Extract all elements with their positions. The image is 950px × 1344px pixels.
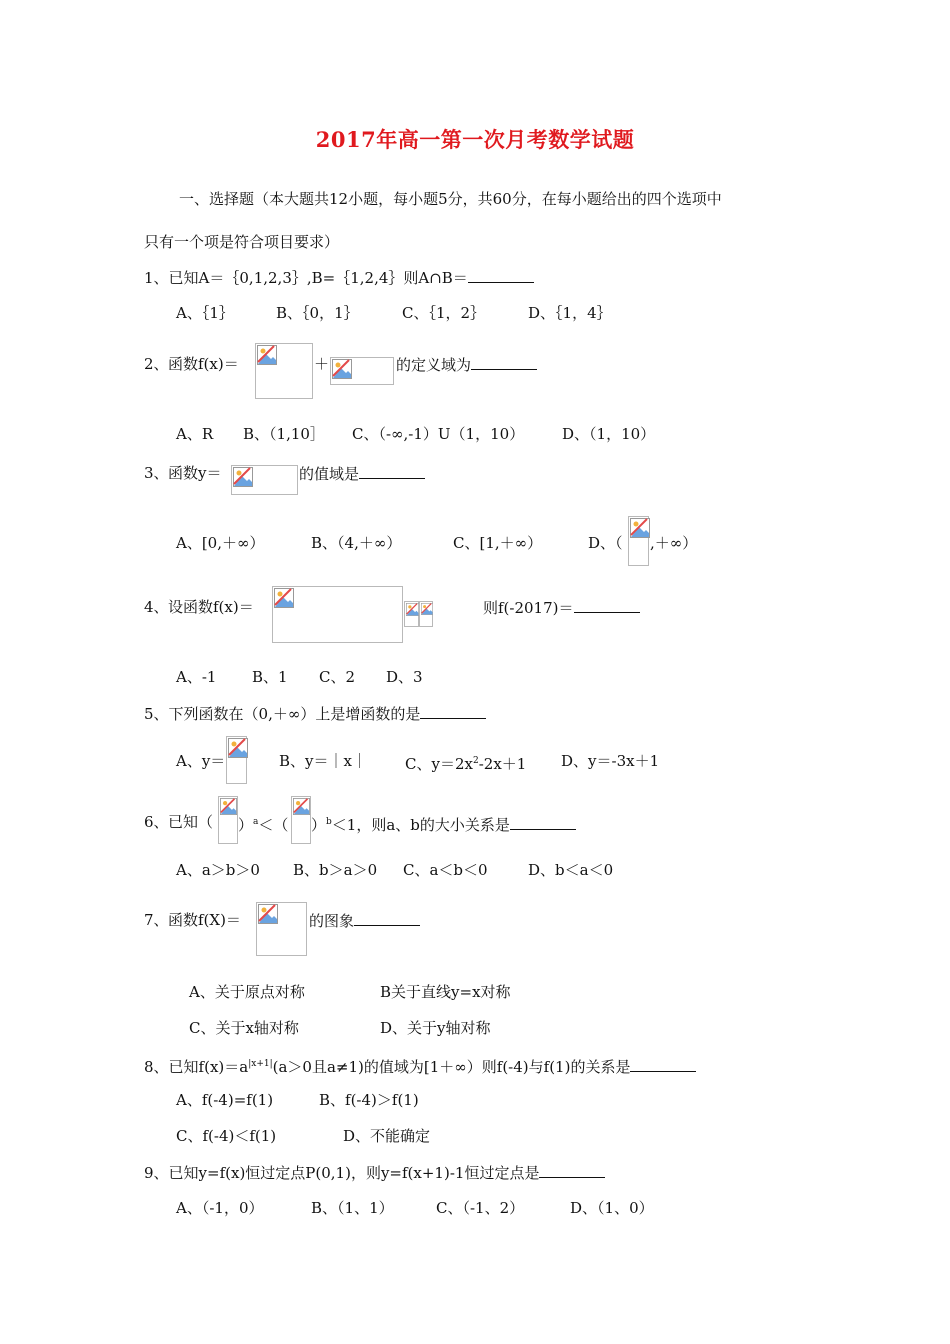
formula-image (419, 601, 433, 627)
option-suffix: ,＋∞） (650, 534, 698, 552)
question-number: 5、 (144, 705, 169, 723)
answer-blank (539, 1163, 605, 1178)
option: B、（4,＋∞） (311, 534, 402, 552)
option: B、（1、1） (311, 1199, 394, 1217)
formula-image (226, 736, 247, 784)
option: A、y＝ (176, 752, 226, 770)
question-6-tail (311, 813, 576, 834)
question-number: 2、 (144, 355, 169, 373)
question-9 (144, 1163, 605, 1182)
broken-image-icon (406, 603, 419, 616)
question-stem: 则f(-2017)＝ (483, 599, 574, 617)
option: D、不能确定 (343, 1127, 431, 1145)
exponent: 2 (472, 756, 479, 766)
question-1 (144, 268, 534, 287)
broken-image-icon (257, 345, 277, 365)
option-text: C、y＝2x (405, 755, 473, 773)
question-number: 9、 (144, 1164, 169, 1182)
formula-image (330, 357, 394, 385)
option: C、f(-4)＜f(1) (176, 1127, 277, 1145)
formula-image (628, 516, 649, 566)
option: C、（-1、2） (436, 1199, 525, 1217)
formula-image (272, 586, 403, 643)
question-stem: 的值域是 (299, 465, 360, 483)
option: D、（ (588, 534, 623, 552)
answer-blank (510, 815, 576, 830)
question-stem: 设函数f(x)＝ (168, 598, 254, 616)
option: C、a＜b＜0 (403, 861, 488, 879)
question-number: 1、 (144, 269, 169, 287)
broken-image-icon (228, 738, 248, 758)
option: D、b＜a＜0 (528, 861, 614, 879)
formula-image (255, 343, 313, 399)
option: D、y＝-3x＋1 (561, 752, 660, 770)
question-stem: 函数f(X)＝ (168, 911, 241, 929)
question-stem: 函数y＝ (168, 464, 222, 482)
question-3-tail (299, 464, 425, 483)
option: A、f(-4)=f(1) (176, 1091, 274, 1109)
section-intro-line2: 只有一个项是符合项目要求） (144, 233, 340, 251)
option: D、3 (386, 668, 423, 686)
option: D、（1，10） (562, 425, 656, 443)
option: B、f(-4)＞f(1) (319, 1091, 419, 1109)
option: D、｛1，4｝ (528, 304, 612, 322)
option: C、｛1，2｝ (402, 304, 486, 322)
question-stem: ） (238, 816, 254, 834)
question-stem: 已知y=f(x)恒过定点P(0,1)，则y=f(x+1)-1恒过定点是 (168, 1164, 540, 1182)
option: A、｛1｝ (176, 304, 234, 322)
option: B关于直线y=x对称 (380, 983, 511, 1001)
answer-blank (420, 704, 486, 719)
broken-image-icon (421, 603, 433, 615)
option: C、2 (319, 668, 356, 686)
question-stem: 函数f(x)＝ (168, 355, 239, 373)
option: A、（-1，0） (176, 1199, 264, 1217)
broken-image-icon (630, 518, 650, 538)
question-4-tail (483, 598, 640, 617)
option-text: -2x＋1 (478, 755, 527, 773)
page-title: 2017年高一第一次月考数学试题 (315, 127, 635, 152)
exponent: |x+1| (248, 1059, 273, 1069)
question-stem: 已知A＝｛0,1,2,3｝,B=｛1,2,4｝则A∩B＝ (168, 269, 468, 287)
question-stem: (a＞0且a≠1)的值域为[1＋∞）则f(-4)与f(1)的关系是 (272, 1058, 631, 1076)
option: C、[1,＋∞） (453, 534, 543, 552)
question-stem: 下列函数在（0,＋∞）上是增函数的是 (168, 705, 421, 723)
broken-image-icon (332, 359, 352, 379)
option: C、关于x轴对称 (189, 1019, 299, 1037)
question-2-tail (396, 355, 537, 374)
broken-image-icon (220, 798, 237, 815)
option: B、y＝｜x｜ (279, 752, 367, 770)
option: A、-1 (176, 668, 217, 686)
option: C、（-∞,-1）U（1，10） (352, 425, 525, 443)
formula-image (218, 796, 238, 844)
option: D、（1、0） (570, 1199, 654, 1217)
option: A、a＞b＞0 (176, 861, 260, 879)
question-number: 6、 (144, 813, 169, 831)
formula-image (291, 796, 311, 844)
question-stem: 已知（ (168, 813, 214, 831)
question-number: 7、 (144, 911, 169, 929)
broken-image-icon (233, 467, 253, 487)
answer-blank (354, 911, 420, 926)
question-number: 8、 (144, 1058, 169, 1076)
answer-blank (574, 598, 640, 613)
question-number: 4、 (144, 598, 169, 616)
question-stem: 的定义域为 (396, 356, 472, 374)
question-number: 3、 (144, 464, 169, 482)
question-8 (144, 1055, 696, 1076)
broken-image-icon (258, 904, 278, 924)
option: B、b＞a＞0 (293, 861, 378, 879)
question-5 (144, 704, 486, 723)
broken-image-icon (274, 588, 294, 608)
exponent: b (326, 817, 332, 827)
option: B、1 (252, 668, 288, 686)
option: A、关于原点对称 (189, 983, 305, 1001)
question-7-tail (309, 911, 420, 930)
exponent: a (253, 817, 259, 827)
question-stem: 已知f(x)＝a (168, 1058, 249, 1076)
question-stem: ＜1，则a、b的大小关系是 (331, 816, 510, 834)
option: B、｛0，1｝ (276, 304, 359, 322)
option: A、R (176, 425, 214, 443)
formula-image (404, 601, 419, 627)
answer-blank (471, 355, 537, 370)
option: D、关于y轴对称 (380, 1019, 491, 1037)
question-stem: 的图象 (309, 912, 355, 930)
formula-image (231, 465, 298, 495)
answer-blank (359, 464, 425, 479)
question-6-mid (238, 813, 288, 834)
option-c (405, 752, 526, 773)
formula-image (256, 902, 307, 956)
question-stem: ） (311, 816, 327, 834)
broken-image-icon (293, 798, 310, 815)
option: A、[0,＋∞） (176, 534, 265, 552)
answer-blank (468, 268, 534, 283)
answer-blank (630, 1057, 696, 1072)
section-intro-line1: 一、选择题（本大题共12小题，每小题5分，共60分，在每小题给出的四个选项中 (179, 190, 722, 208)
option: B、（1,10］ (243, 425, 325, 443)
question-stem: ＋ (314, 355, 330, 373)
question-stem: ＜（ (258, 816, 289, 834)
